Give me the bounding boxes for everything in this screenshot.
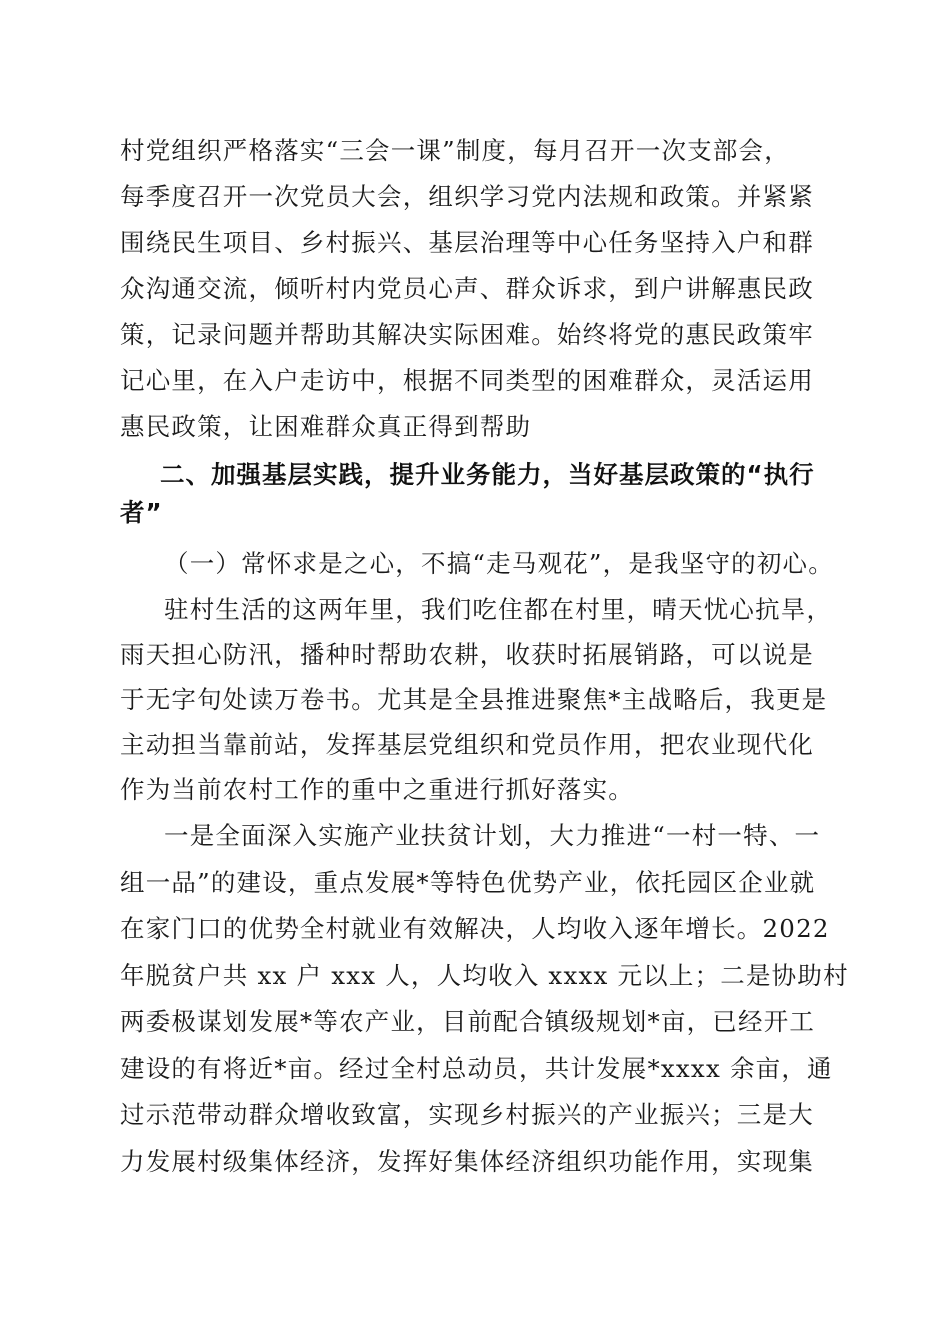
text-line: 建设的有将近*亩。经过全村总动员，共计发展*xxxx 余亩，通: [120, 1053, 833, 1083]
section-heading: 二、加强基层实践，提升业务能力，当好基层政策的“执行者”: [120, 460, 815, 527]
text-line: 于无字句处读万卷书。尤其是全县推进聚焦*主战略后，我更是: [120, 685, 828, 714]
text-line: 主动担当靠前站，发挥基层党组织和党员作用，把农业现代化: [120, 730, 814, 759]
paragraph-village-life: [120, 587, 832, 812]
text-line: 围绕民生项目、乡村振兴、基层治理等中心任务坚持入户和群: [120, 228, 814, 257]
text-line: 一是全面深入实施产业扶贫计划，大力推进“一村一特、一: [164, 821, 821, 850]
text-line: 每季度召开一次党员大会，组织学习党内法规和政策。并紧紧: [120, 182, 814, 211]
text-line: 年脱贫户共 xx 户 xxx 人，人均收入 xxxx 元以上；二是协助村: [120, 960, 849, 990]
text-line: 众沟通交流，倾听村内党员心声、群众诉求，到户讲解惠民政: [120, 274, 814, 303]
text-line: 在家门口的优势全村就业有效解决，人均收入逐年增长。2022: [120, 914, 830, 943]
text-line: 惠民政策，让困难群众真正得到帮助: [120, 412, 532, 441]
text-line: 策，记录问题并帮助其解决实际困难。始终将党的惠民政策牢: [120, 320, 814, 349]
text-line: 两委极谋划发展*等农产业，目前配合镇级规划*亩，已经开工: [120, 1007, 816, 1036]
text-line: 雨天担心防汛，播种时帮助农耕，收获时拓展销路，可以说是: [120, 640, 814, 669]
paragraph-industry-poverty-alleviation: [120, 813, 849, 1185]
text-line: 驻村生活的这两年里，我们吃住都在村里，晴天忧心抗旱，: [164, 595, 833, 624]
text-line: 作为当前农村工作的重中之重进行抓好落实。: [120, 775, 634, 804]
subsection-heading: （一）常怀求是之心，不搞“走马观花”，是我坚守的初心。: [164, 549, 834, 578]
text-line: 村党组织严格落实“三会一课”制度，每月召开一次支部会，: [120, 136, 790, 165]
text-line: 力发展村级集体经济，发挥好集体经济组织功能作用，实现集: [120, 1146, 814, 1176]
text-line: 组一品”的建设，重点发展*等特色优势产业，依托园区企业就: [120, 867, 816, 897]
text-line: 过示范带动群众增收致富，实现乡村振兴的产业振兴；三是大: [120, 1100, 814, 1129]
paragraph-party-organization: [120, 128, 832, 450]
text-line: 记心里，在入户走访中，根据不同类型的困难群众，灵活运用: [120, 366, 814, 395]
